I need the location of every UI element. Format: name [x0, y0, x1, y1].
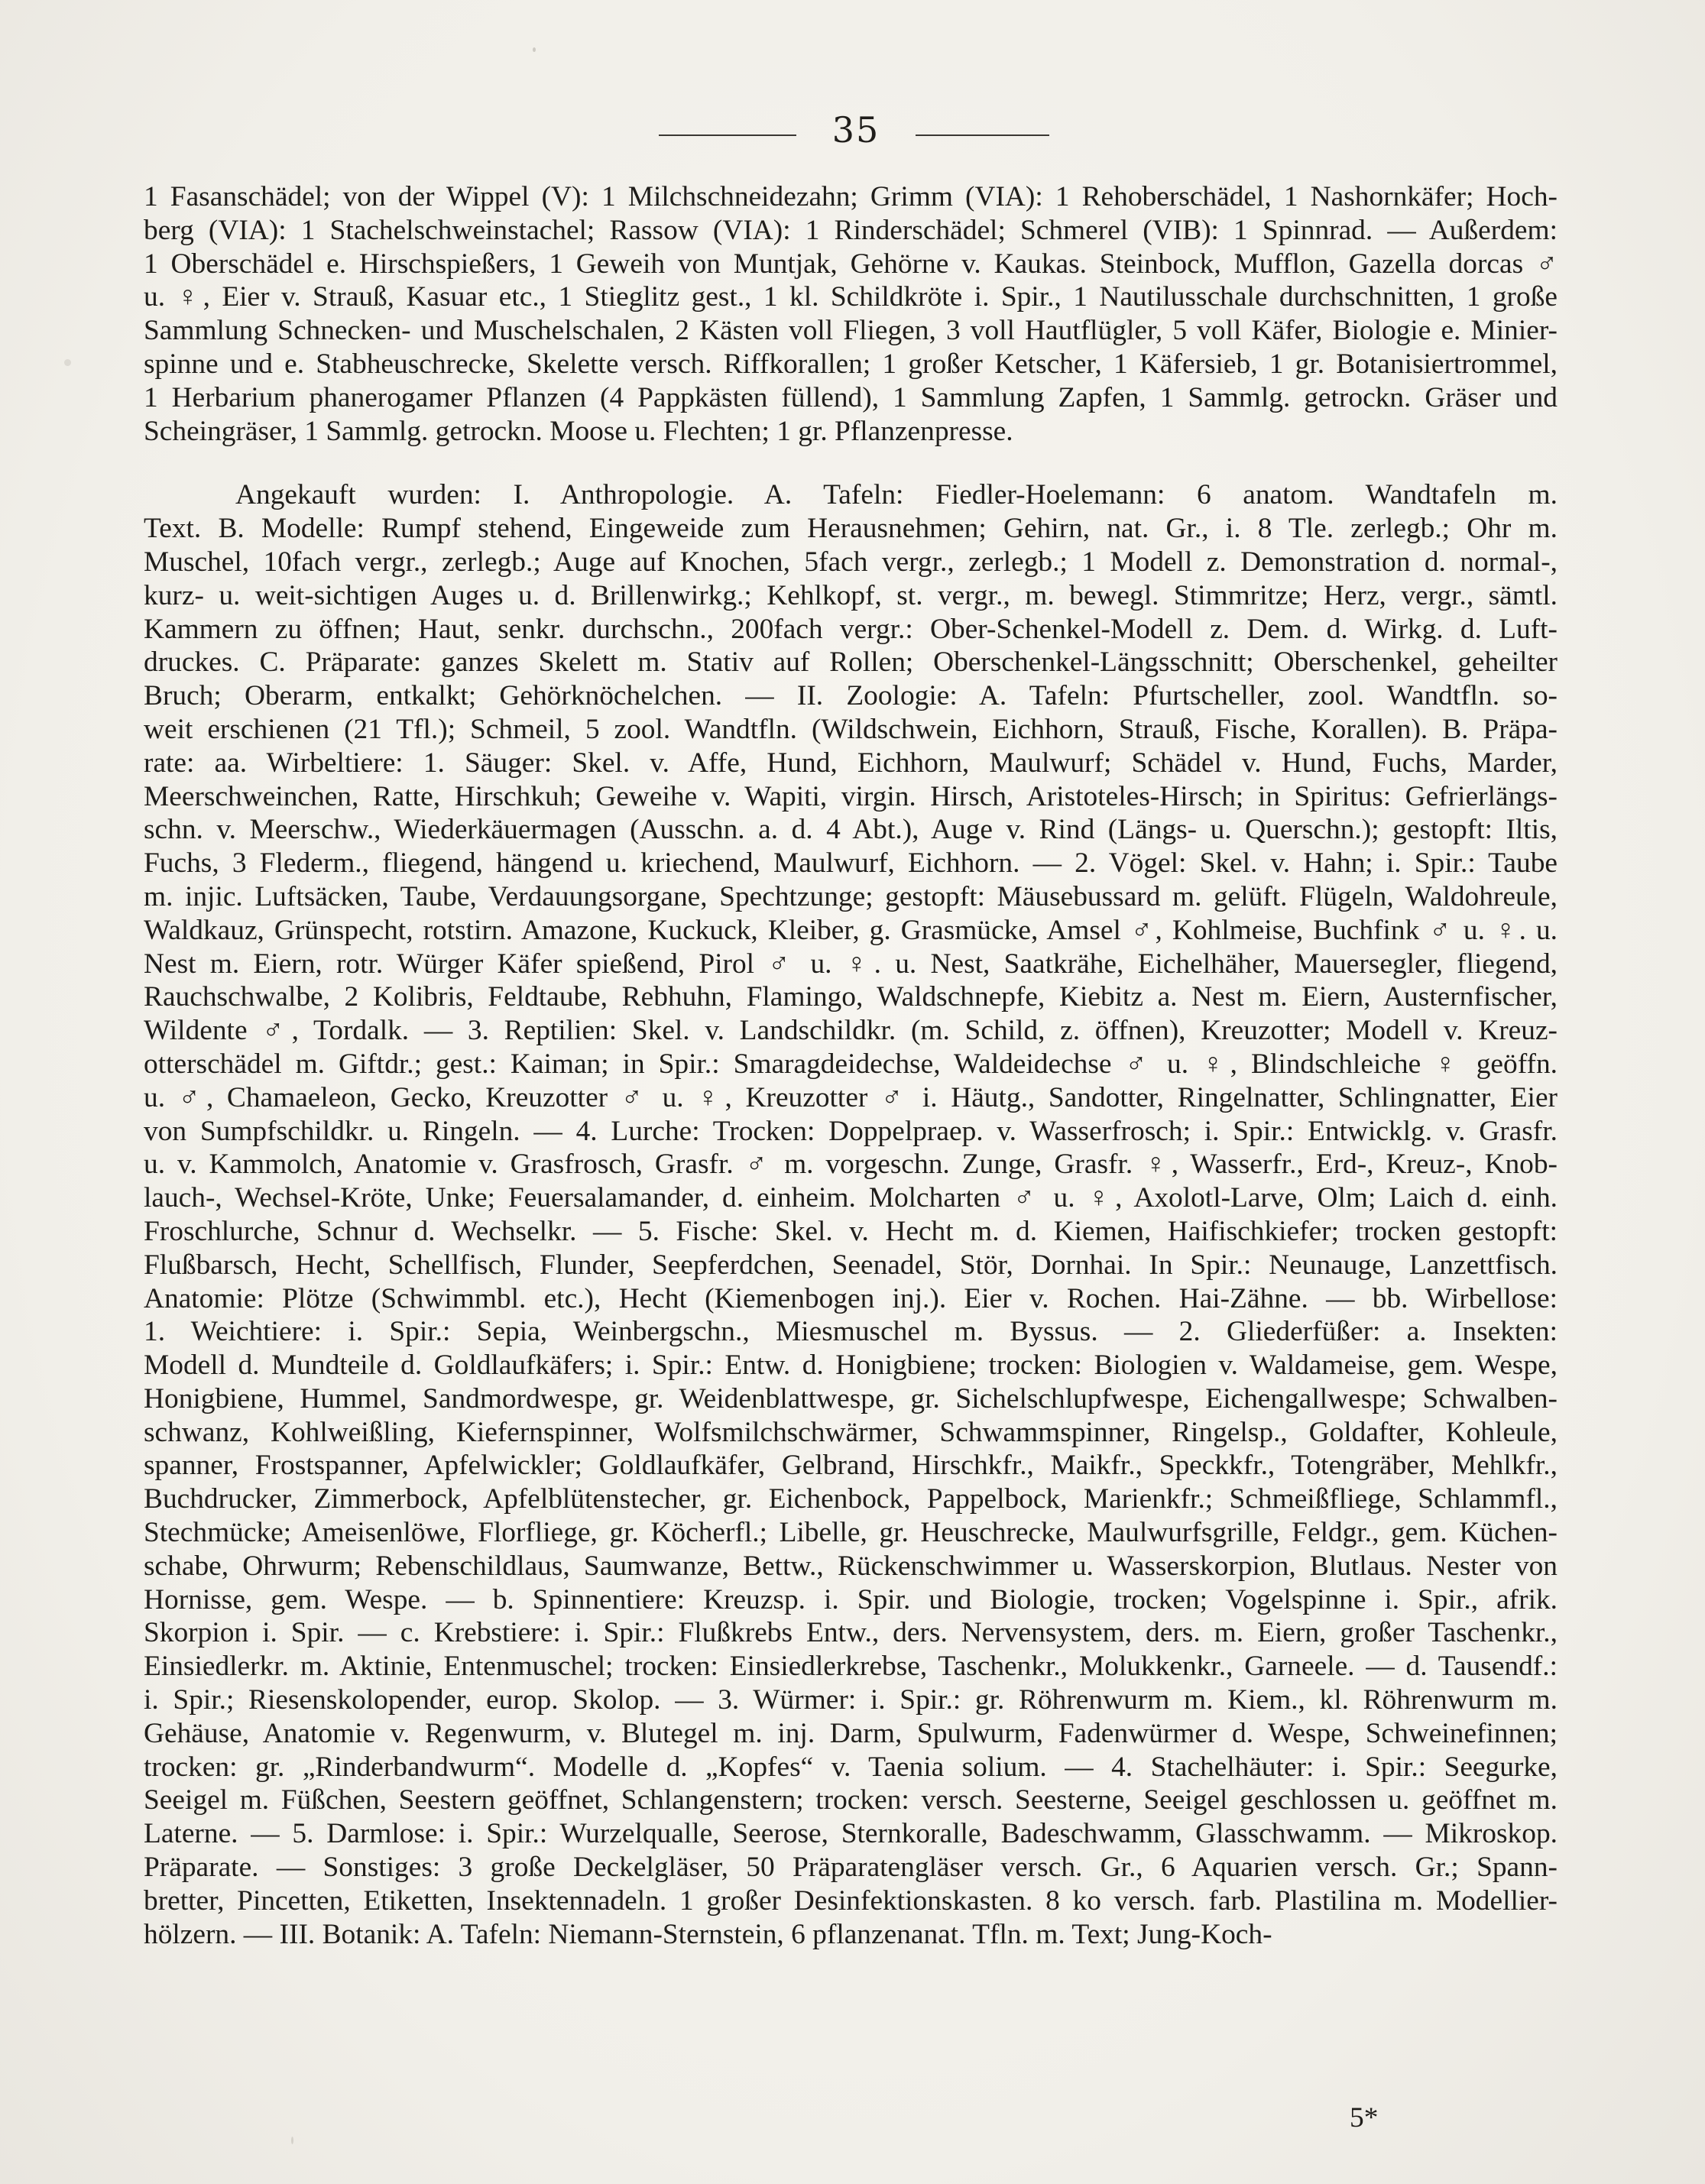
paper-speck [291, 2137, 293, 2144]
text-line: Wildente ♂, Tordalk. — 3. Reptilien: Skel. v. Landschildkr. (m. Schild, z. öffnen), Kreuzotter; Modell v. Kreuz- [144, 1015, 1558, 1047]
text-line: u. ♀, Eier v. Strauß, Kasuar etc., 1 Stieglitz gest., 1 kl. Schildkröte i. Spir., 1 Nautilusschale durchschnitten, 1 große [144, 281, 1558, 313]
text-line: spinne und e. Stabheuschrecke, Skelette versch. Riffkorallen; 1 großer Ketscher, 1 Käfersieb, 1 gr. Botanisiertrommel, [144, 348, 1558, 380]
paragraph-gap [144, 448, 1558, 478]
text-line: trocken: gr. „Rinderbandwurm“. Modelle d. „Kopfes“ v. Taenia solium. — 4. Stachelhäuter: i. Spir.: Seegurke, [144, 1751, 1558, 1783]
paragraph-donations [144, 180, 1558, 448]
text-line: Meerschweinchen, Ratte, Hirschkuh; Geweihe v. Wapiti, virgin. Hirsch, Aristoteles-Hirsch; in Spiritus: Gefrierlängs- [144, 780, 1558, 812]
text-line: m. injic. Luftsäcken, Taube, Verdauungsorgane, Spechtzunge; gestopft: Mäusebussard m. gelüft. Flügeln, Waldohreule, [144, 880, 1558, 912]
text-line: Flußbarsch, Hecht, Schellfisch, Flunder, Seepferdchen, Seenadel, Stör, Dornhai. In Spir.: Neunauge, Lanzettfisch. [144, 1249, 1558, 1281]
text-line: schabe, Ohrwurm; Rebenschildlaus, Saumwanze, Bettw., Rückenschwimmer u. Wasserskorpion, Blutlaus. Nester von [144, 1550, 1558, 1582]
text-line: Scheingräser, 1 Sammlg. getrockn. Moose u. Flechten; 1 gr. Pflanzenpresse. [144, 415, 1013, 447]
paper-speck [64, 359, 71, 366]
header-rule-right [916, 134, 1049, 136]
text-line: kurz- u. weit-sichtigen Auges u. d. Brillenwirkg.; Kehlkopf, st. vergr., m. bewegl. Stimmritze; Herz, vergr., sämtl. [144, 579, 1558, 611]
text-line: u. v. Kammolch, Anatomie v. Grasfrosch, Grasfr. ♂ m. vorgeschn. Zunge, Grasfr. ♀, Wasserfr., Erd-, Kreuz-, Knob- [144, 1149, 1558, 1181]
text-line: Seeigel m. Füßchen, Seestern geöffnet, Schlangenstern; trocken: versch. Seesterne, Seeigel geschlossen u. geöffnet m. [144, 1784, 1558, 1816]
paper-speck [533, 47, 536, 52]
text-line: Präparate. — Sonstiges: 3 große Deckelgläser, 50 Präparatengläser versch. Gr., 6 Aquarien versch. Gr.; Spann- [144, 1852, 1558, 1884]
text-line: u. ♂, Chamaeleon, Gecko, Kreuzotter ♂ u. ♀, Kreuzotter ♂ i. Häutg., Sandotter, Ringelnatter, Schlingnatter, Eier [144, 1081, 1558, 1113]
text-line: Text. B. Modelle: Rumpf stehend, Eingeweide zum Herausnehmen; Gehirn, nat. Gr., i. 8 Tle. zerlegb.; Ohr m. [144, 513, 1558, 545]
text-line: Einsiedlerkr. m. Aktinie, Entenmuschel; trocken: Einsiedlerkrebse, Taschenkr., Molukkenkr., Garneele. — d. Tausendf.: [144, 1651, 1558, 1683]
text-line: druckes. C. Präparate: ganzes Skelett m. Stativ auf Rollen; Oberschenkel-Längsschnitt; Oberschenkel, geheilter [144, 646, 1558, 679]
text-line: von Sumpfschildkr. u. Ringeln. — 4. Lurche: Trocken: Doppelpraep. v. Wasserfrosch; i. Spir.: Entwicklg. v. Grasfr. [144, 1115, 1558, 1147]
text-line: Gehäuse, Anatomie v. Regenwurm, v. Blutegel m. inj. Darm, Spulwurm, Fadenwürmer d. Wespe, Schweinefinnen; [144, 1717, 1558, 1749]
signature-mark: 5* [1350, 2102, 1379, 2134]
text-line: bretter, Pincetten, Etiketten, Insektennadeln. 1 großer Desinfektionskasten. 8 ko versch. farb. Plastilina m. Modellier- [144, 1884, 1558, 1917]
body-text [144, 180, 1558, 1951]
header-rule-left [659, 134, 796, 136]
page-number: 35 [831, 109, 880, 151]
text-line: Bruch; Oberarm, entkalkt; Gehörknöchelchen. — II. Zoologie: A. Tafeln: Pfurtscheller, zool. Wandtfln. so- [144, 680, 1558, 712]
text-line: lauch-, Wechsel-Kröte, Unke; Feuersalamander, d. einheim. Molcharten ♂ u. ♀, Axolotl-Larve, Olm; Laich d. einh. [144, 1182, 1558, 1214]
text-line: Hornisse, gem. Wespe. — b. Spinnentiere: Kreuzsp. i. Spir. und Biologie, trocken; Vogelspinne i. Spir., afrik. [144, 1583, 1558, 1615]
text-line: Skorpion i. Spir. — c. Krebstiere: i. Spir.: Flußkrebs Entw., ders. Nervensystem, ders. m. Eiern, großer Taschenkr., [144, 1617, 1558, 1649]
text-line: 1 Herbarium phanerogamer Pflanzen (4 Pappkästen füllend), 1 Sammlung Zapfen, 1 Sammlg. getrockn. Gräser und [144, 381, 1558, 413]
text-line: Fuchs, 3 Flederm., fliegend, hängend u. kriechend, Maulwurf, Eichhorn. — 2. Vögel: Skel. v. Hahn; i. Spir.: Taube [144, 847, 1558, 880]
text-line: Nest m. Eiern, rotr. Würger Käfer spießend, Pirol ♂ u. ♀. u. Nest, Saatkrähe, Eichelhäher, Mauersegler, fliegend, [144, 948, 1558, 980]
paragraph-purchases [144, 478, 1558, 1951]
text-line: Stechmücke; Ameisenlöwe, Florfliege, gr. Köcherfl.; Libelle, gr. Heuschrecke, Maulwurfsgrille, Feldgr., gem. Küchen- [144, 1517, 1558, 1549]
page-header [0, 107, 1705, 153]
text-line: hölzern. — III. Botanik: A. Tafeln: Niemann-Sternstein, 6 pflanzenanat. Tfln. m. Text; Jung-Koch- [144, 1918, 1272, 1950]
text-line: schn. v. Meerschw., Wiederkäuermagen (Ausschn. a. d. 4 Abt.), Auge v. Rind (Längs- u. Querschn.); gestopft: Iltis, [144, 814, 1558, 846]
text-line: Kammern zu öffnen; Haut, senkr. durchschn., 200fach vergr.: Ober-Schenkel-Modell z. Dem. d. Wirkg. d. Luft- [144, 613, 1558, 645]
text-line: Waldkauz, Grünspecht, rotstirn. Amazone, Kuckuck, Kleiber, g. Grasmücke, Amsel ♂, Kohlmeise, Buchfink ♂ u. ♀. u. [144, 914, 1558, 946]
text-line: schwanz, Kohlweißling, Kiefernspinner, Wolfsmilchschwärmer, Schwammspinner, Ringelsp., Goldafter, Kohleule, [144, 1416, 1558, 1448]
text-line: Angekauft wurden: I. Anthropologie. A. Tafeln: Fiedler-Hoelemann: 6 anatom. Wandtafeln m. [235, 479, 1558, 511]
text-line: 1. Weichtiere: i. Spir.: Sepia, Weinbergschn., Miesmuschel m. Byssus. — 2. Gliederfüßer: a. Insekten: [144, 1316, 1558, 1348]
text-line: Rauchschwalbe, 2 Kolibris, Feldtaube, Rebhuhn, Flamingo, Waldschnepfe, Kiebitz a. Nest m. Eiern, Austernfischer, [144, 981, 1558, 1013]
text-line: Honigbiene, Hummel, Sandmordwespe, gr. Weidenblattwespe, gr. Sichelschlupfwespe, Eichengallwespe; Schwalben- [144, 1382, 1558, 1414]
text-line: Muschel, 10fach vergr., zerlegb.; Auge auf Knochen, 5fach vergr., zerlegb.; 1 Modell z. Demonstration d. normal-, [144, 546, 1558, 578]
text-line: Froschlurche, Schnur d. Wechselkr. — 5. Fische: Skel. v. Hecht m. d. Kiemen, Haifischkiefer; trocken gestopft: [144, 1215, 1558, 1247]
text-line: Laterne. — 5. Darmlose: i. Spir.: Wurzelqualle, Seerose, Sternkoralle, Badeschwamm, Glasschwamm. — Mikroskop. [144, 1818, 1558, 1850]
text-line: berg (VIA): 1 Stachelschweinstachel; Rassow (VIA): 1 Rinderschädel; Schmerel (VIB): 1 Spinnrad. — Außerdem: [144, 214, 1558, 246]
text-line: Buchdrucker, Zimmerbock, Apfelblütenstecher, gr. Eichenbock, Pappelbock, Marienkfr.; Schmeißfliege, Schlammfl., [144, 1483, 1558, 1515]
text-line: Anatomie: Plötze (Schwimmbl. etc.), Hecht (Kiemenbogen inj.). Eier v. Rochen. Hai-Zähne. — bb. Wirbellose: [144, 1282, 1558, 1314]
text-line: weit erschienen (21 Tfl.); Schmeil, 5 zool. Wandtfln. (Wildschwein, Eichhorn, Strauß, Fische, Korallen). B. Präpa- [144, 713, 1558, 745]
text-line: 1 Fasanschädel; von der Wippel (V): 1 Milchschneidezahn; Grimm (VIA): 1 Rehoberschädel, 1 Nashornkäfer; Hoch- [144, 181, 1558, 212]
text-line: i. Spir.; Riesenskolopender, europ. Skolop. — 3. Würmer: i. Spir.: gr. Röhrenwurm m. Kiem., kl. Röhrenwurm m. [144, 1684, 1558, 1716]
text-line: 1 Oberschädel e. Hirschspießers, 1 Geweih von Muntjak, Gehörne v. Kaukas. Steinbock, Mufflon, Gazella dorcas ♂ [144, 248, 1558, 280]
text-line: spanner, Frostspanner, Apfelwickler; Goldlaufkäfer, Gelbrand, Hirschkfr., Maikfr., Speckkfr., Totengräber, Mehlkfr., [144, 1450, 1558, 1482]
text-line: Sammlung Schnecken- und Muschelschalen, 2 Kästen voll Fliegen, 3 voll Hautflügler, 5 voll Käfer, Biologie e. Minier- [144, 315, 1558, 347]
text-line: Modell d. Mundteile d. Goldlaufkäfers; i. Spir.: Entw. d. Honigbiene; trocken: Biologien v. Waldameise, gem. Wespe, [144, 1350, 1558, 1382]
text-line: rate: aa. Wirbeltiere: 1. Säuger: Skel. v. Affe, Hund, Eichhorn, Maulwurf; Schädel v. Hund, Fuchs, Marder, [144, 747, 1558, 779]
text-line: otterschädel m. Giftdr.; gest.: Kaiman; in Spir.: Smaragdeidechse, Waldeidechse ♂ u. ♀, Blindschleiche ♀ geöffn. [144, 1048, 1558, 1080]
